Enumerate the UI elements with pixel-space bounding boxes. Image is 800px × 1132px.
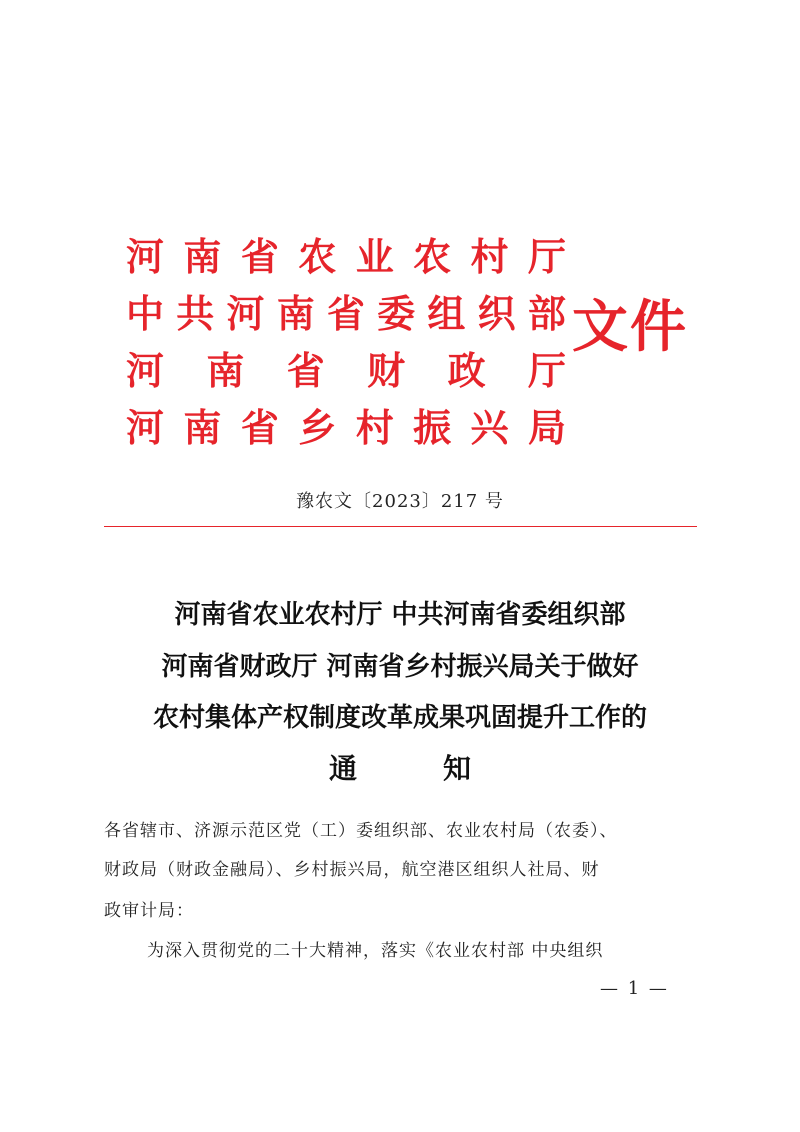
issuer-char: 南 [206, 348, 245, 393]
issuer-line-rural-revitalization [126, 405, 566, 462]
issuer-char: 局 [527, 405, 566, 450]
issuer-char: 组 [427, 291, 466, 336]
issuer-char: 共 [176, 291, 215, 336]
issuer-line-finance [126, 348, 566, 405]
issuer-char: 省 [326, 291, 365, 336]
title-notice-char: 知 [442, 752, 471, 785]
issuer-line-organization [126, 291, 566, 348]
title-notice [329, 752, 471, 786]
title-line-1: 河南省农业农村厅 中共河南省委组织部 [174, 600, 626, 630]
issuer-char: 农 [413, 234, 452, 279]
issuer-char: 织 [477, 291, 516, 336]
issuer-char: 河 [126, 405, 165, 450]
red-divider [104, 526, 697, 527]
issuer-char: 委 [377, 291, 416, 336]
page-number: — 1 — [600, 978, 669, 999]
recipients-line-2: 财政局（财政金融局）、乡村振兴局，航空港区组织人社局、财 [104, 860, 600, 880]
recipients-line-1: 各省辖市、济源示范区党（工）委组织部、农业农村局（农委）、 [104, 821, 618, 841]
recipients-line-3: 政审计局： [104, 901, 194, 921]
issuer-char: 南 [183, 234, 222, 279]
title-line-2: 河南省财政厅 河南省乡村振兴局关于做好 [161, 652, 639, 682]
issuer-char: 南 [183, 405, 222, 450]
issuer-char: 省 [240, 234, 279, 279]
issuer-char: 财 [367, 348, 406, 393]
issuer-line-agriculture [126, 234, 566, 291]
issuer-char: 厅 [527, 234, 566, 279]
issuer-char: 中 [126, 291, 165, 336]
issuer-char: 省 [286, 348, 325, 393]
issuer-char: 南 [276, 291, 315, 336]
title-notice-char: 通 [329, 752, 358, 785]
document-type-label: 文件 [572, 294, 688, 360]
issuer-char: 厅 [527, 348, 566, 393]
issuer-char: 业 [355, 234, 394, 279]
issuer-char: 河 [126, 234, 165, 279]
issuer-char: 村 [470, 234, 509, 279]
issuer-char: 村 [355, 405, 394, 450]
issuer-char: 部 [527, 291, 566, 336]
issuer-char: 河 [226, 291, 265, 336]
issuer-char: 河 [126, 348, 165, 393]
issuer-char: 兴 [470, 405, 509, 450]
issuer-char: 乡 [298, 405, 337, 450]
issuer-char: 省 [240, 405, 279, 450]
document-number: 豫农文〔2023〕217 号 [296, 491, 504, 512]
title-line-3: 农村集体产权制度改革成果巩固提升工作的 [152, 703, 647, 733]
issuer-char: 农 [298, 234, 337, 279]
body-paragraph-line-1: 为深入贯彻党的二十大精神，落实《农业农村部 中央组织 [147, 941, 604, 961]
issuer-char: 政 [447, 348, 486, 393]
issuer-char: 振 [413, 405, 452, 450]
issuing-agencies [126, 234, 566, 462]
